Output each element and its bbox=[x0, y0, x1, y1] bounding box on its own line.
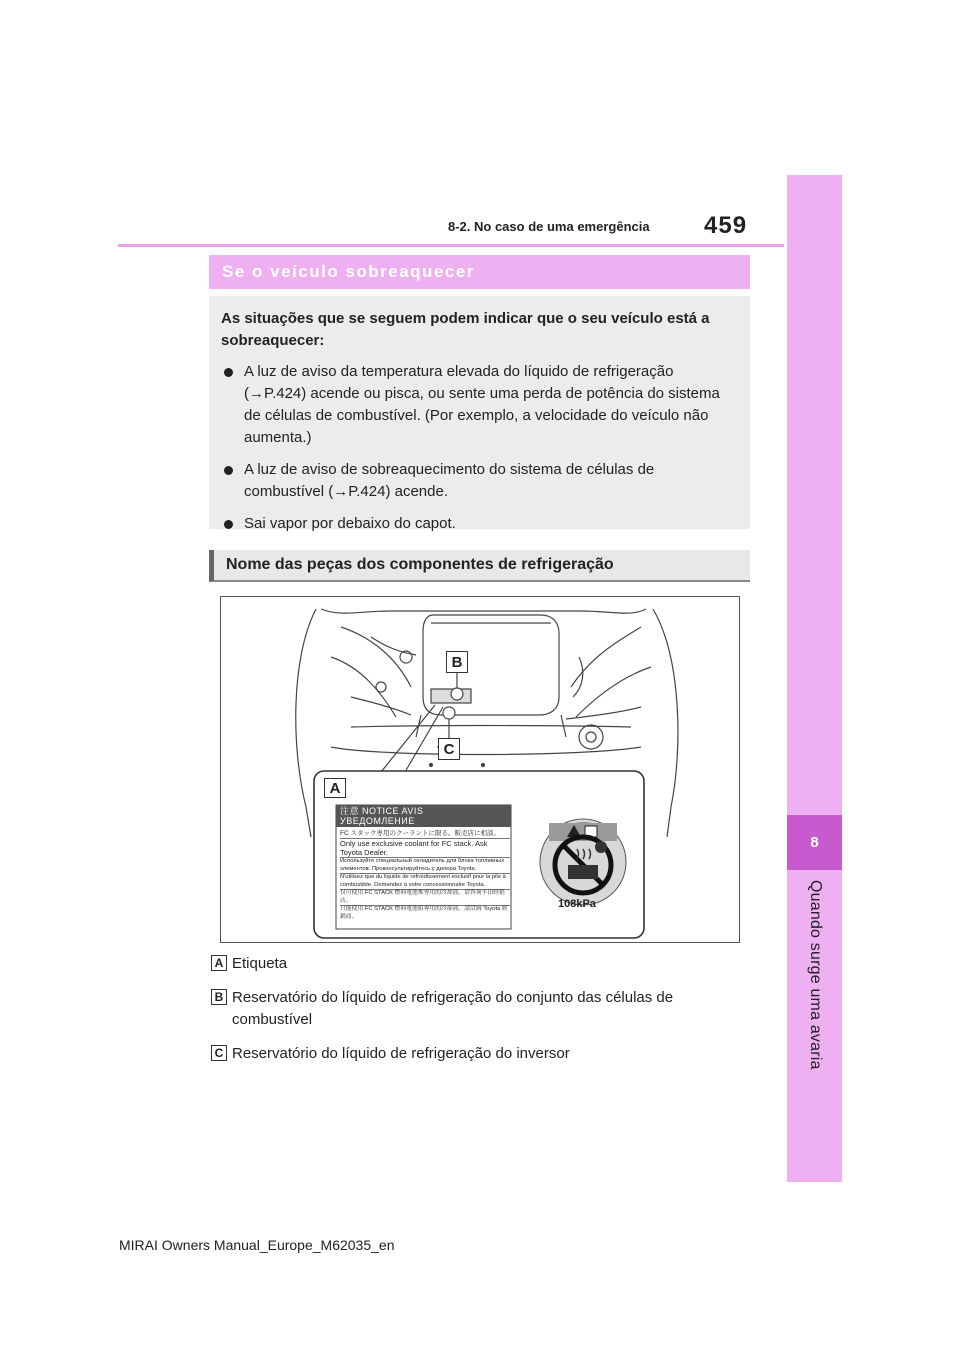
bullet-icon bbox=[224, 466, 233, 475]
info-box bbox=[209, 296, 750, 532]
label-line-en: Only use exclusive coolant for FC stack. Ask Toyota Dealer. bbox=[340, 839, 510, 858]
list-item-text: A luz de aviso da temperatura elevada do líquido de refrigeração (→P.424) acende ou pisca, ou sente uma perda de potência do sistema de células de combustível. (Por exemplo, a velocidade do veículo não aumenta.) bbox=[244, 363, 720, 446]
label-line-zh-tw: 只能使用 FC STACK 燃料電池組專用的冷卻液。請洽詢 Toyota 經銷商。 bbox=[340, 906, 508, 920]
list-item-text: A luz de aviso de sobreaquecimento do sistema de células de combustível (→P.424) acende. bbox=[244, 461, 655, 500]
footer-manual-id: MIRAI Owners Manual_Europe_M62035_en bbox=[119, 1237, 395, 1253]
legend-item-c bbox=[211, 1043, 732, 1065]
list-item bbox=[221, 361, 738, 449]
label-header bbox=[340, 806, 510, 826]
list-item-text: Sai vapor por debaixo do capot. bbox=[244, 515, 456, 532]
list-item bbox=[221, 459, 738, 503]
label-body bbox=[340, 829, 510, 929]
legend-text-c: Reservatório do líquido de refrigeração do inversor bbox=[232, 1045, 570, 1062]
chapter-number: 8 bbox=[787, 815, 842, 870]
section-heading: 8-2. No caso de uma emergência bbox=[448, 219, 650, 234]
legend-text-a: Etiqueta bbox=[232, 955, 288, 972]
label-line-zh-cn: 仅可使用 FC STACK 燃料電池堆専用的冷却液。请咨询丰田经销店。 bbox=[340, 890, 510, 906]
info-intro: As situações que se seguem podem indicar que o seu veículo está a sobreaquecer: bbox=[221, 310, 710, 349]
legend-key-a: A bbox=[211, 955, 227, 971]
pressure-label: 108kPa bbox=[558, 898, 596, 910]
label-line-ru: Используйте специальный охладитель для блока топливных элементов. Проконсультируйтесь у дилера Toyota. bbox=[340, 858, 510, 874]
callout-c: C bbox=[438, 738, 460, 760]
legend-key-c: C bbox=[211, 1045, 227, 1061]
label-header-line-1: 注意 NOTICE AVIS bbox=[340, 806, 424, 816]
bullet-icon bbox=[224, 520, 233, 529]
page-number: 459 bbox=[704, 212, 748, 239]
bullet-icon bbox=[224, 368, 233, 377]
legend-text-b: Reservatório do líquido de refrigeração do conjunto das células de combustível bbox=[232, 989, 674, 1028]
label-line-ja: FC スタック専用のクーラントに限る。販売店に相談。 bbox=[340, 829, 510, 839]
label-line-fr: N'utilisez que du liquide de refroidissement exclusif pour la pile à combustible. Demandez à votre concessionnaire Toyota. bbox=[340, 874, 510, 890]
cooling-components-figure bbox=[220, 596, 740, 943]
legend-key-b: B bbox=[211, 989, 227, 1005]
cooling-components-heading: Nome das peças dos componentes de refrigeração bbox=[209, 550, 750, 582]
legend-item-b bbox=[211, 987, 722, 1031]
callout-a: A bbox=[324, 778, 346, 798]
chapter-title: Quando surge uma avaria bbox=[807, 880, 824, 1070]
label-header-line-2: УВЕДОМЛЕНИЕ bbox=[340, 816, 415, 826]
legend-item-a bbox=[211, 953, 732, 975]
page-title: Se o veículo sobreaquecer bbox=[209, 255, 750, 289]
header-divider bbox=[118, 244, 784, 247]
callout-b: B bbox=[446, 651, 468, 673]
list-item bbox=[221, 513, 738, 535]
